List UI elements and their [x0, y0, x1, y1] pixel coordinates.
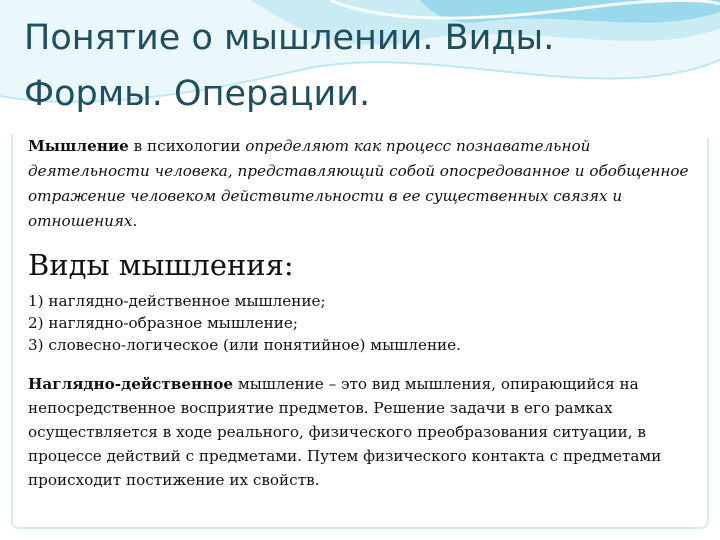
visual-action-term: Наглядно-действенное	[28, 375, 234, 393]
definition-paragraph	[28, 134, 700, 234]
visual-action-paragraph	[28, 372, 700, 492]
types-list	[28, 290, 700, 356]
types-heading: Виды мышления:	[28, 248, 294, 282]
list-item: 3) словесно-логическое (или понятийное) мышление.	[28, 336, 461, 354]
visual-action-text: мышление – это вид мышления, опирающийся на непосредственное восприятие предметов. Решение задачи в его рамках осуществляется в ходе реального, физического преобразования ситуации, в процессе действий с предметами. Путем физического контакта с предметами происходит постижение их свойств.	[28, 375, 662, 489]
list-item: 1) наглядно-действенное мышление;	[28, 292, 326, 310]
definition-italic-text: определяют как процесс познавательной деятельности человека, представляющий собой опосредованное и обобщенное отражение человеком действительности в ее существенных связях и отношениях.	[28, 137, 689, 230]
definition-plain-text: в психологии	[128, 137, 246, 155]
page-title: Понятие о мышлении. Виды. Формы. Операции.	[24, 18, 555, 114]
slide-content	[28, 134, 700, 492]
definition-term: Мышление	[28, 137, 129, 155]
list-item: 2) наглядно-образное мышление;	[28, 314, 298, 332]
